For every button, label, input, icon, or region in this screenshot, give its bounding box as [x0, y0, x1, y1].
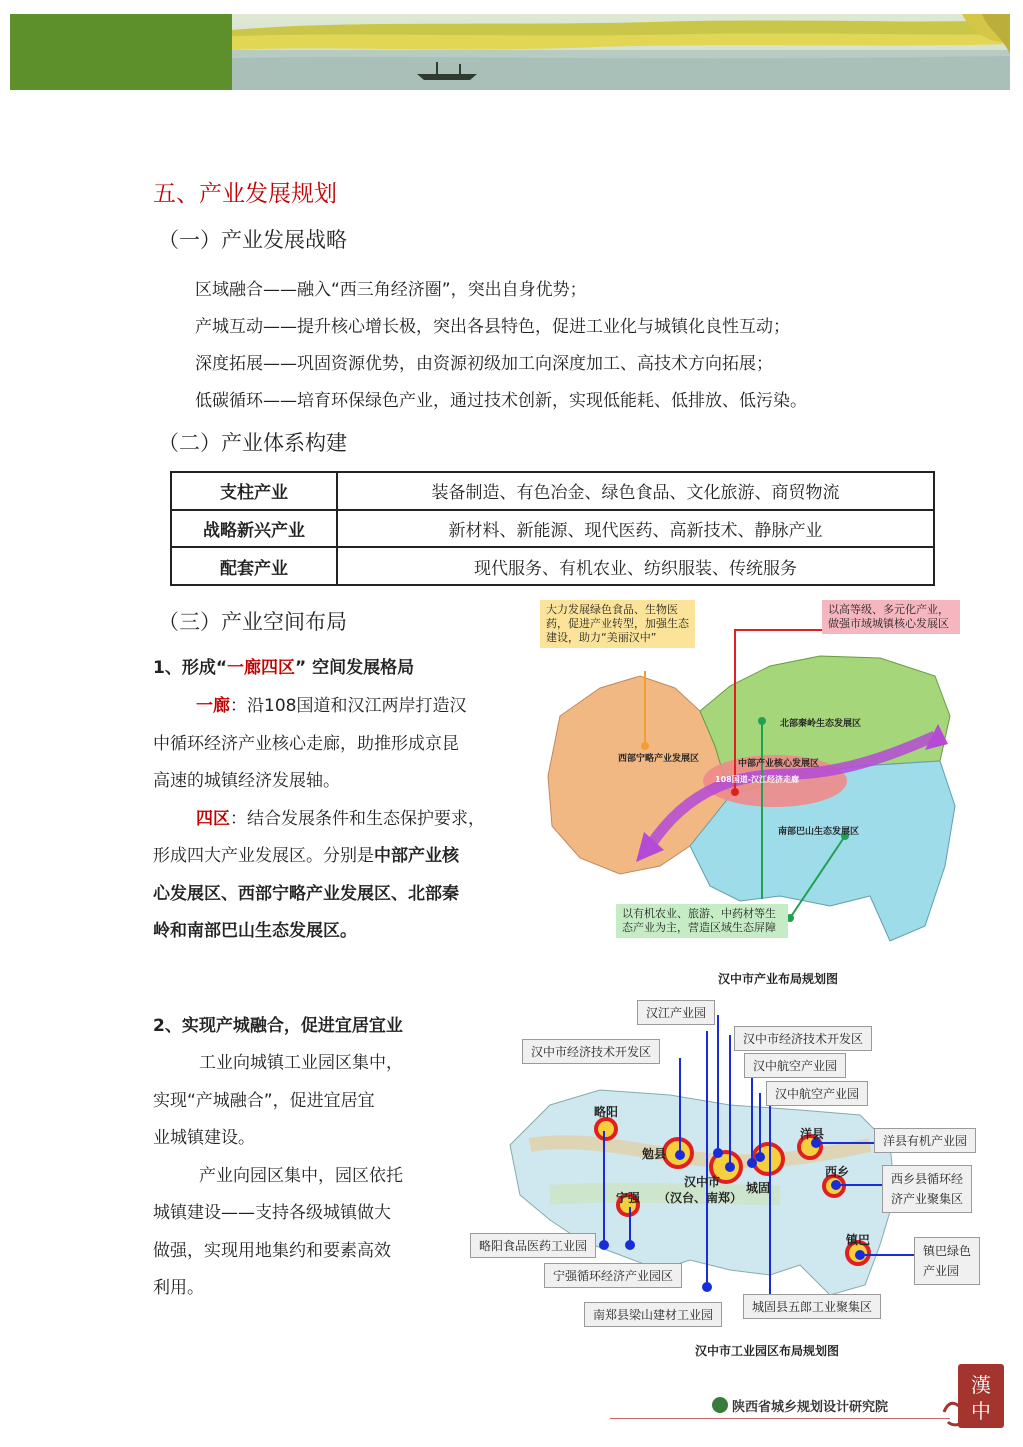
label-xixiang-park: [882, 1165, 972, 1213]
seal-char-1: 漢: [971, 1373, 991, 1397]
spatial-subtitle-2: 2、实现产城融合，促进宜居宜业: [153, 1016, 403, 1036]
spatial-heading: （三）产业空间布局: [158, 610, 347, 634]
zone-label-south: 南部巴山生态发展区: [778, 827, 860, 837]
subtitle-suffix: ” 空间发展格局: [295, 658, 415, 678]
table-row: [171, 547, 934, 585]
city-chenggu: 城固: [746, 1181, 771, 1195]
label-chenggu-park: 城固县五郎工业聚集区: [743, 1294, 881, 1319]
integration-paragraph: [153, 1045, 473, 1308]
label-line: 产业园: [923, 1264, 960, 1278]
label-zhenba-park: [914, 1237, 980, 1285]
city-hanzhong: 汉中市: [684, 1175, 721, 1189]
strategy-item-2: 产城互动——提升核心增长极，突出各县特色，促进工业化与城镇化良性互动；: [195, 317, 790, 337]
city-yangxian: 洋县: [800, 1127, 825, 1141]
strategy-heading: （一）产业发展战略: [158, 228, 347, 252]
label-line: 济产业聚集区: [891, 1192, 964, 1206]
corridor-text: ：沿108国道和汉江两岸打造汉: [230, 696, 467, 716]
label-aviation-park-2: 汉中航空产业园: [766, 1081, 868, 1106]
label-ningqiang-park: 宁强循环经济产业园区: [544, 1263, 682, 1288]
seal-char-2: 中: [971, 1399, 991, 1423]
label-aviation-park-1: 汉中航空产业园: [744, 1053, 846, 1078]
section-title: 五、产业发展规划: [153, 181, 337, 207]
zone-label-center: 中部产业核心发展区: [738, 759, 820, 769]
corridor-text: 高速的城镇经济发展轴。: [153, 771, 340, 791]
table-content-cell: 现代服务、有机农业、纺织服装、传统服务: [337, 547, 934, 585]
industry-system-table: [170, 471, 935, 586]
city-xixiang: 西乡: [825, 1165, 850, 1179]
corridor-label: 一廊: [196, 696, 230, 716]
corridor-zones-paragraph: [153, 688, 553, 951]
integration-text: 工业向城镇工业园区集中，: [199, 1053, 403, 1073]
callout-center: 以高等级、多元化产业，做强市域城镇核心发展区: [822, 600, 960, 634]
zones-label: 四区: [196, 808, 230, 829]
table-content-cell: 装备制造、有色冶金、绿色食品、文化旅游、商贸物流: [337, 472, 934, 510]
zones-text: ：结合发展条件和生态保护要求，: [230, 808, 485, 829]
table-category-cell: 支柱产业: [171, 472, 337, 510]
header-landscape-image: [232, 14, 1010, 90]
zone-label-west: 西部宁略产业发展区: [618, 754, 700, 764]
city-mianxian: 勉县: [642, 1147, 667, 1161]
spatial-subtitle-1: [153, 653, 414, 678]
subtitle-prefix: 1、形成“: [153, 658, 228, 678]
org-logo-icon: [712, 1397, 728, 1413]
industrial-park-map: [470, 995, 1000, 1335]
label-line: 西乡县循环经: [891, 1172, 964, 1186]
callout-south: 以有机农业、旅游、中药材等生态产业为主，营造区域生态屏障: [616, 904, 788, 938]
table-content-cell: 新材料、新能源、现代医药、高新技术、静脉产业: [337, 510, 934, 548]
city-lueyang: 略阳: [594, 1105, 619, 1119]
label-lueyang-park: 略阳食品医药工业园: [470, 1233, 596, 1258]
table-row: [171, 510, 934, 548]
page-header: [10, 14, 1010, 90]
label-hanjiang-park: 汉江产业园: [637, 1000, 715, 1025]
label-yangxian-park: 洋县有机产业园: [874, 1128, 976, 1153]
integration-text: 城镇建设——支持各级城镇做大: [153, 1203, 391, 1223]
strategy-item-4: 低碳循环——培育环保绿色产业，通过技术创新，实现低能耗、低排放、低污染。: [195, 391, 807, 411]
strategy-item-3: 深度拓展——巩固资源优势，由资源初级加工向深度加工、高技术方向拓展；: [195, 354, 773, 374]
industry-layout-map: [540, 596, 965, 961]
zones-text-bold: 岭和南部巴山生态发展区。: [153, 921, 357, 941]
city-hanzhong-sub: （汉台、南郑）: [658, 1191, 743, 1205]
corridor-text: 中循环经济产业核心走廊，助推形成京昆: [153, 733, 459, 754]
label-line: 镇巴绿色: [923, 1244, 972, 1258]
zones-text: 形成四大产业发展区。分别是: [153, 846, 374, 866]
integration-text: 产业向园区集中，园区依托: [199, 1165, 403, 1186]
integration-text: 业城镇建设。: [153, 1128, 255, 1148]
table-category-cell: 配套产业: [171, 547, 337, 585]
integration-text: 做强，实现用地集约和要素高效: [153, 1240, 391, 1261]
map1-caption: 汉中市产业布局规划图: [718, 972, 839, 986]
integration-text: 利用。: [153, 1278, 204, 1298]
integration-text: 实现“产城融合”，促进宜居宜: [153, 1090, 375, 1111]
footer-divider: [610, 1418, 950, 1419]
label-econ-zone-left: 汉中市经济技术开发区: [522, 1039, 660, 1064]
strategy-item-1: 区域融合——融入“西三角经济圈”，突出自身优势；: [195, 280, 587, 300]
system-heading: （二）产业体系构建: [158, 431, 347, 455]
zones-text-bold: 中部产业核: [374, 846, 459, 866]
callout-west: 大力发展绿色食品、生物医药，促进产业转型，加强生态建设，助力“美丽汉中”: [540, 600, 695, 648]
table-category-cell: 战略新兴产业: [171, 510, 337, 548]
table-row: [171, 472, 934, 510]
zones-text-bold: 心发展区、西部宁略产业发展区、北部秦: [153, 883, 459, 904]
city-zhenba: 镇巴: [846, 1233, 871, 1247]
map2-caption: 汉中市工业园区布局规划图: [695, 1344, 840, 1358]
label-econ-zone-right: 汉中市经济技术开发区: [734, 1026, 872, 1051]
footer-org-name: 陕西省城乡规划设计研究院: [732, 1400, 889, 1415]
seal-logo: [940, 1362, 1010, 1432]
corridor-label: 108国道-汉江经济走廊: [715, 775, 800, 784]
zone-label-north: 北部秦岭生态发展区: [780, 719, 862, 729]
park-circle-lueyang: [596, 1119, 616, 1139]
label-nanzheng-park: 南郑县梁山建材工业园: [584, 1302, 722, 1327]
city-ningqiang: 宁强: [616, 1191, 641, 1205]
subtitle-highlight: 一廊四区: [227, 658, 296, 678]
header-green-bar: [10, 14, 232, 90]
